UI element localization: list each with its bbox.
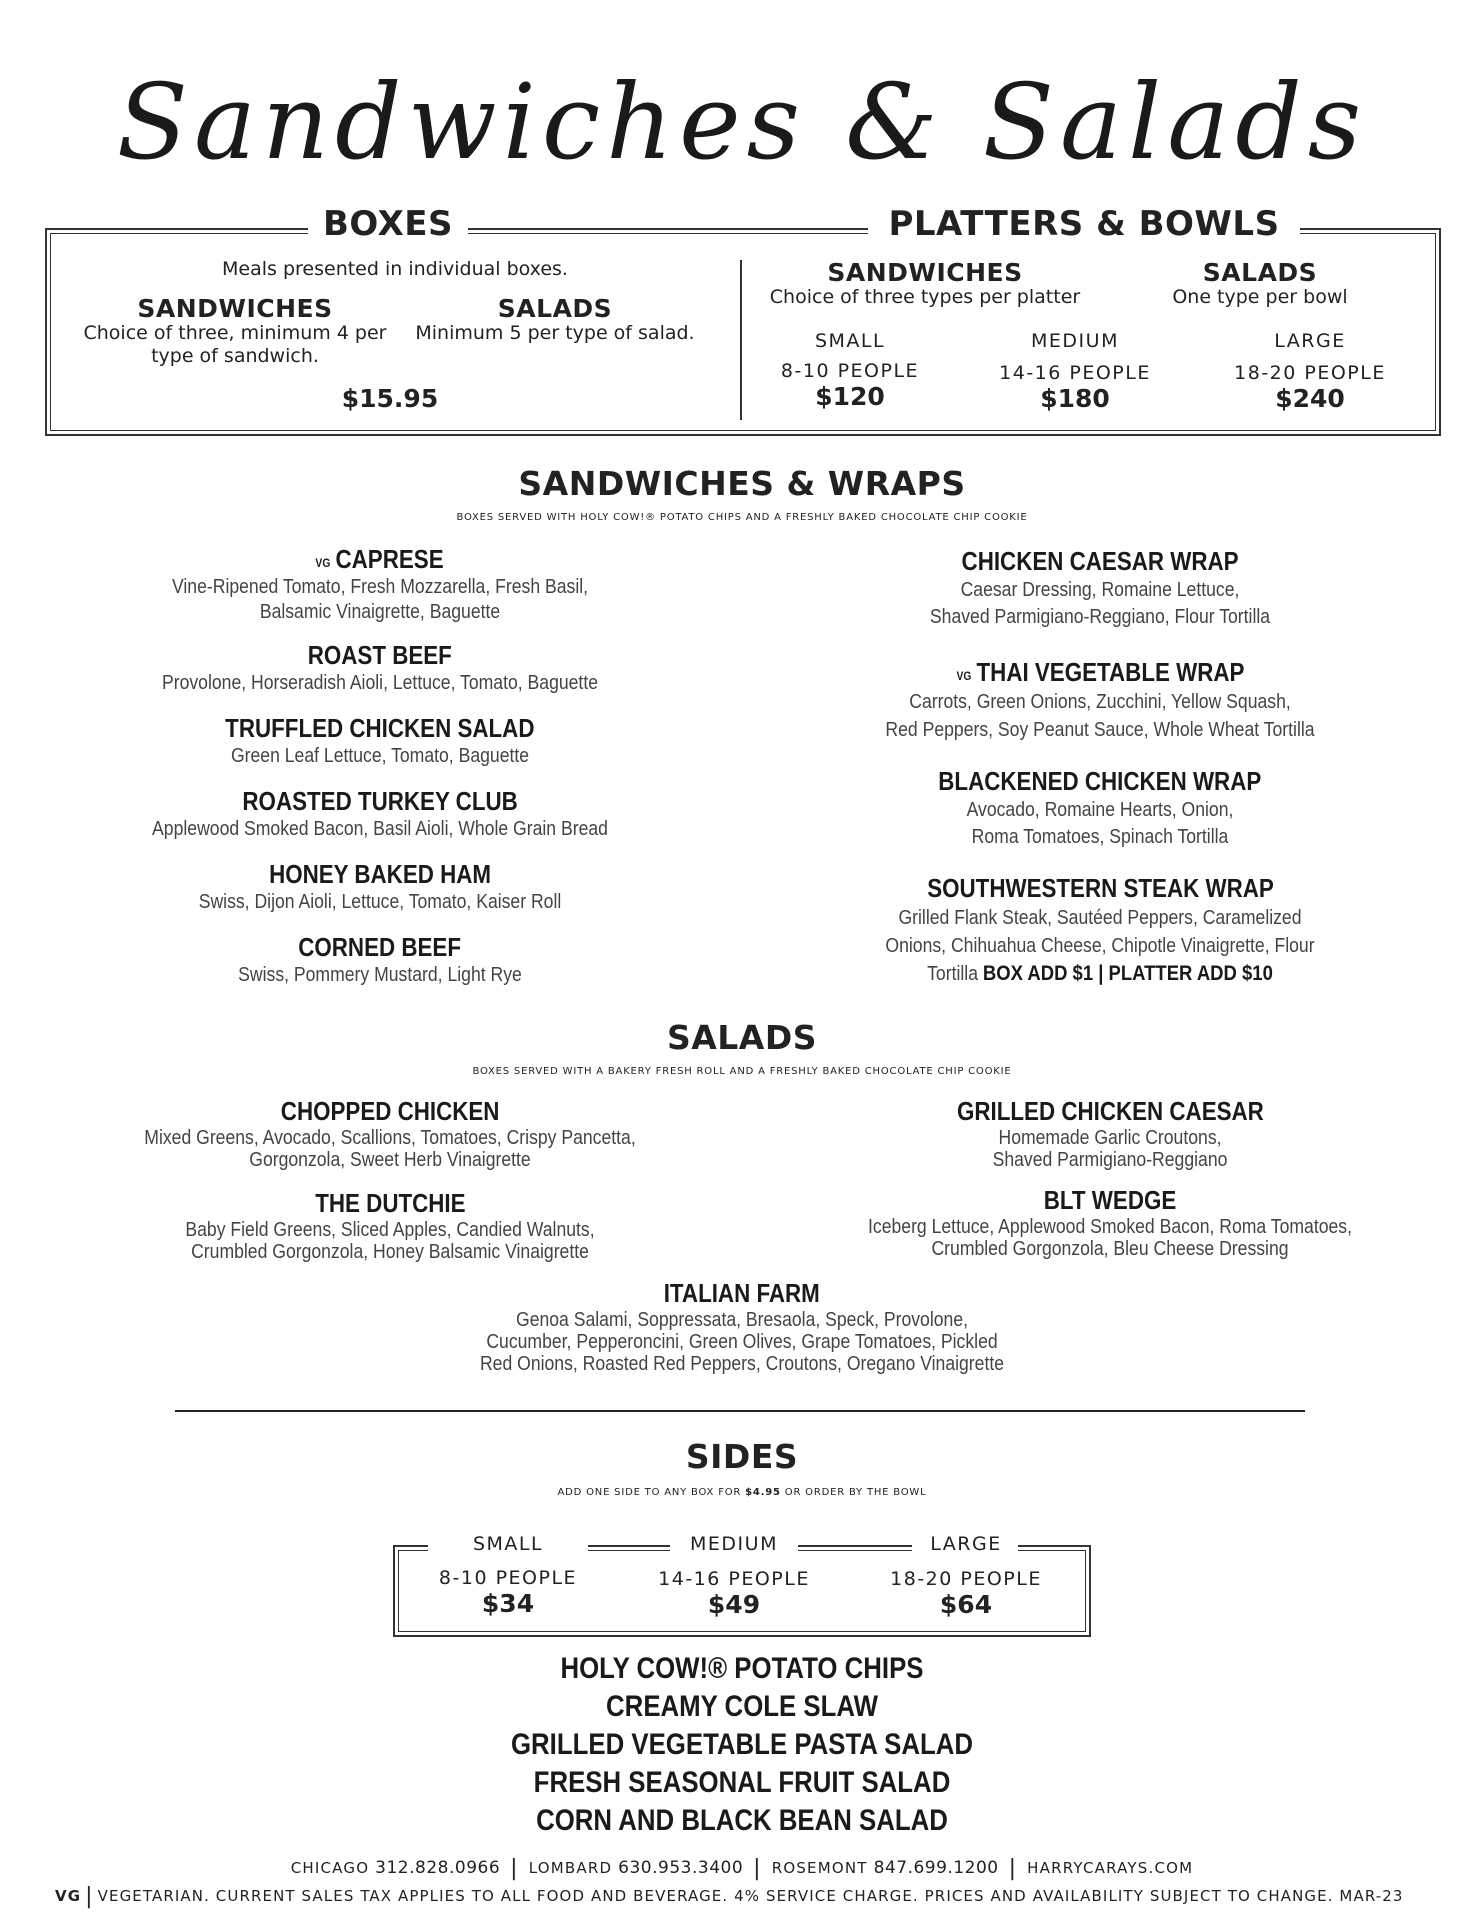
sides-note: ADD ONE SIDE TO ANY BOX FOR $4.95 OR ORDER BY THE BOWL: [557, 1487, 927, 1498]
platters-heading: PLATTERS & BOWLS: [888, 204, 1280, 244]
side-size-large: LARGE 18-20 PEOPLE $64: [890, 1533, 1042, 1619]
side-size-small: SMALL 8-10 PEOPLE $34: [428, 1533, 588, 1618]
sides-heading: SIDES: [685, 1437, 799, 1476]
platter-size-small: SMALL 8-10 PEOPLE $120: [780, 330, 920, 411]
vegetarian-tag: VG: [956, 669, 971, 683]
menu-item-chopped-chicken: CHOPPED CHICKEN Mixed Greens, Avocado, Scallions, Tomatoes, Crispy Pancetta, Gorgonzola, Sweet Herb Vinaigrette: [144, 1096, 636, 1171]
boxes-heading: BOXES: [322, 204, 454, 244]
boxes-salads-desc: Minimum 5 per type of salad.: [415, 322, 695, 344]
salads-heading: SALADS: [666, 1018, 818, 1057]
menu-item-roasted-turkey-club: ROASTED TURKEY CLUB Applewood Smoked Bacon, Basil Aioli, Whole Grain Bread: [152, 786, 608, 840]
location-lombard: LOMBARD 630.953.3400: [528, 1858, 744, 1878]
menu-item-southwestern-steak-wrap: SOUTHWESTERN STEAK WRAP Grilled Flank Steak, Sautéed Peppers, Caramelized Onions, Chihuahua Cheese, Chipotle Vinaigrette, Flour Tortilla BOX ADD $1 | PLATTER ADD $10: [885, 873, 1315, 985]
menu-item-blt-wedge: BLT WEDGE Iceberg Lettuce, Applewood Smoked Bacon, Roma Tomatoes, Crumbled Gorgonzola, Bleu Cheese Dressing: [868, 1185, 1352, 1260]
location-rosemont: ROSEMONT 847.699.1200: [771, 1858, 999, 1878]
menu-item-grilled-chicken-caesar: GRILLED CHICKEN CAESAR Homemade Garlic Croutons, Shaved Parmigiano-Reggiano: [956, 1096, 1264, 1171]
menu-item-corned-beef: CORNED BEEF Swiss, Pommery Mustard, Light Rye: [238, 932, 522, 986]
frame-divider: [740, 260, 742, 420]
menu-item-roast-beef: ROAST BEEF Provolone, Horseradish Aioli, Lettuce, Tomato, Baguette: [161, 640, 599, 694]
side-size-medium: MEDIUM 14-16 PEOPLE $49: [658, 1533, 810, 1619]
sandwiches-wraps-note: BOXES SERVED WITH HOLY COW!® POTATO CHIPS AND A FRESHLY BAKED CHOCOLATE CHIP COOKIE: [456, 512, 1028, 523]
website: HARRYCARAYS.COM: [1027, 1859, 1194, 1877]
menu-item-thai-vegetable-wrap: VG THAI VEGETABLE WRAP Carrots, Green Onions, Zucchini, Yellow Squash, Red Peppers, Soy Peanut Sauce, Whole Wheat Tortilla: [885, 657, 1315, 741]
platters-salads-desc: One type per bowl: [1172, 286, 1348, 308]
platters-sandwiches-title: SANDWICHES: [827, 258, 1023, 287]
side-item: HOLY COW!® POTATO CHIPS: [560, 1652, 924, 1685]
boxes-price: $15.95: [341, 384, 439, 413]
menu-item-blackened-chicken-wrap: BLACKENED CHICKEN WRAP Avocado, Romaine Hearts, Onion, Roma Tomatoes, Spinach Tortilla: [938, 766, 1262, 848]
section-divider: [175, 1410, 1305, 1412]
menu-item-chicken-caesar-wrap: CHICKEN CAESAR WRAP Caesar Dressing, Romaine Lettuce, Shaved Parmigiano-Reggiano, Flour Tortilla: [929, 546, 1271, 628]
menu-item-caprese: VG CAPRESE Vine-Ripened Tomato, Fresh Mozzarella, Fresh Basil, Balsamic Vinaigrette, Baguette: [171, 544, 589, 623]
side-item: FRESH SEASONAL FRUIT SALAD: [533, 1766, 951, 1799]
boxes-salads-title: SALADS: [497, 294, 613, 323]
sides-list: [0, 1650, 1484, 1840]
boxes-sandwiches-title: SANDWICHES: [137, 294, 333, 323]
salads-note: BOXES SERVED WITH A BAKERY FRESH ROLL AND A FRESHLY BAKED CHOCOLATE CHIP COOKIE: [472, 1066, 1012, 1077]
side-item: CREAMY COLE SLAW: [606, 1690, 878, 1723]
platter-size-large: LARGE 18-20 PEOPLE $240: [1234, 330, 1386, 413]
page-title: Sandwiches & Salads: [116, 61, 1368, 183]
boxes-sandwiches-desc: Choice of three, minimum 4 per type of sandwich.: [83, 322, 387, 367]
boxes-intro: Meals presented in individual boxes.: [222, 258, 568, 280]
menu-item-truffled-chicken-salad: TRUFFLED CHICKEN SALAD Green Leaf Lettuce, Tomato, Baguette: [225, 713, 535, 767]
steak-wrap-upcharge: BOX ADD $1 | PLATTER ADD $10: [982, 962, 1273, 985]
menu-item-the-dutchie: THE DUTCHIE Baby Field Greens, Sliced Apples, Candied Walnuts, Crumbled Gorgonzola, Honey Balsamic Vinaigrette: [185, 1188, 595, 1263]
vegetarian-tag: VG: [315, 556, 331, 570]
footer-legal: VG | VEGETARIAN. CURRENT SALES TAX APPLIES TO ALL FOOD AND BEVERAGE. 4% SERVICE CHARGE. PRICES AND AVAILABILITY SUBJECT TO CHANGE. MAR-23: [55, 1884, 1404, 1909]
footer-locations: CHICAGO 312.828.0966 | LOMBARD 630.953.3400 | ROSEMONT 847.699.1200 | HARRYCARAYS.COM: [290, 1856, 1194, 1881]
side-item: CORN AND BLACK BEAN SALAD: [536, 1804, 948, 1837]
platters-sandwiches-desc: Choice of three types per platter: [769, 286, 1081, 308]
location-chicago: CHICAGO 312.828.0966: [290, 1858, 501, 1878]
menu-item-italian-farm: ITALIAN FARM Genoa Salami, Soppressata, Bresaola, Speck, Provolone, Cucumber, Pepperoncini, Green Olives, Grape Tomatoes, Pickled Red Onions, Roasted Red Peppers, Croutons, Oregano Vinaigrette: [479, 1278, 1005, 1375]
platters-salads-title: SALADS: [1202, 258, 1318, 287]
side-item: GRILLED VEGETABLE PASTA SALAD: [510, 1728, 974, 1761]
menu-item-honey-baked-ham: HONEY BAKED HAM Swiss, Dijon Aioli, Lettuce, Tomato, Kaiser Roll: [198, 859, 562, 913]
platter-size-medium: MEDIUM 14-16 PEOPLE $180: [999, 330, 1151, 413]
sandwiches-wraps-heading: SANDWICHES & WRAPS: [518, 464, 966, 503]
